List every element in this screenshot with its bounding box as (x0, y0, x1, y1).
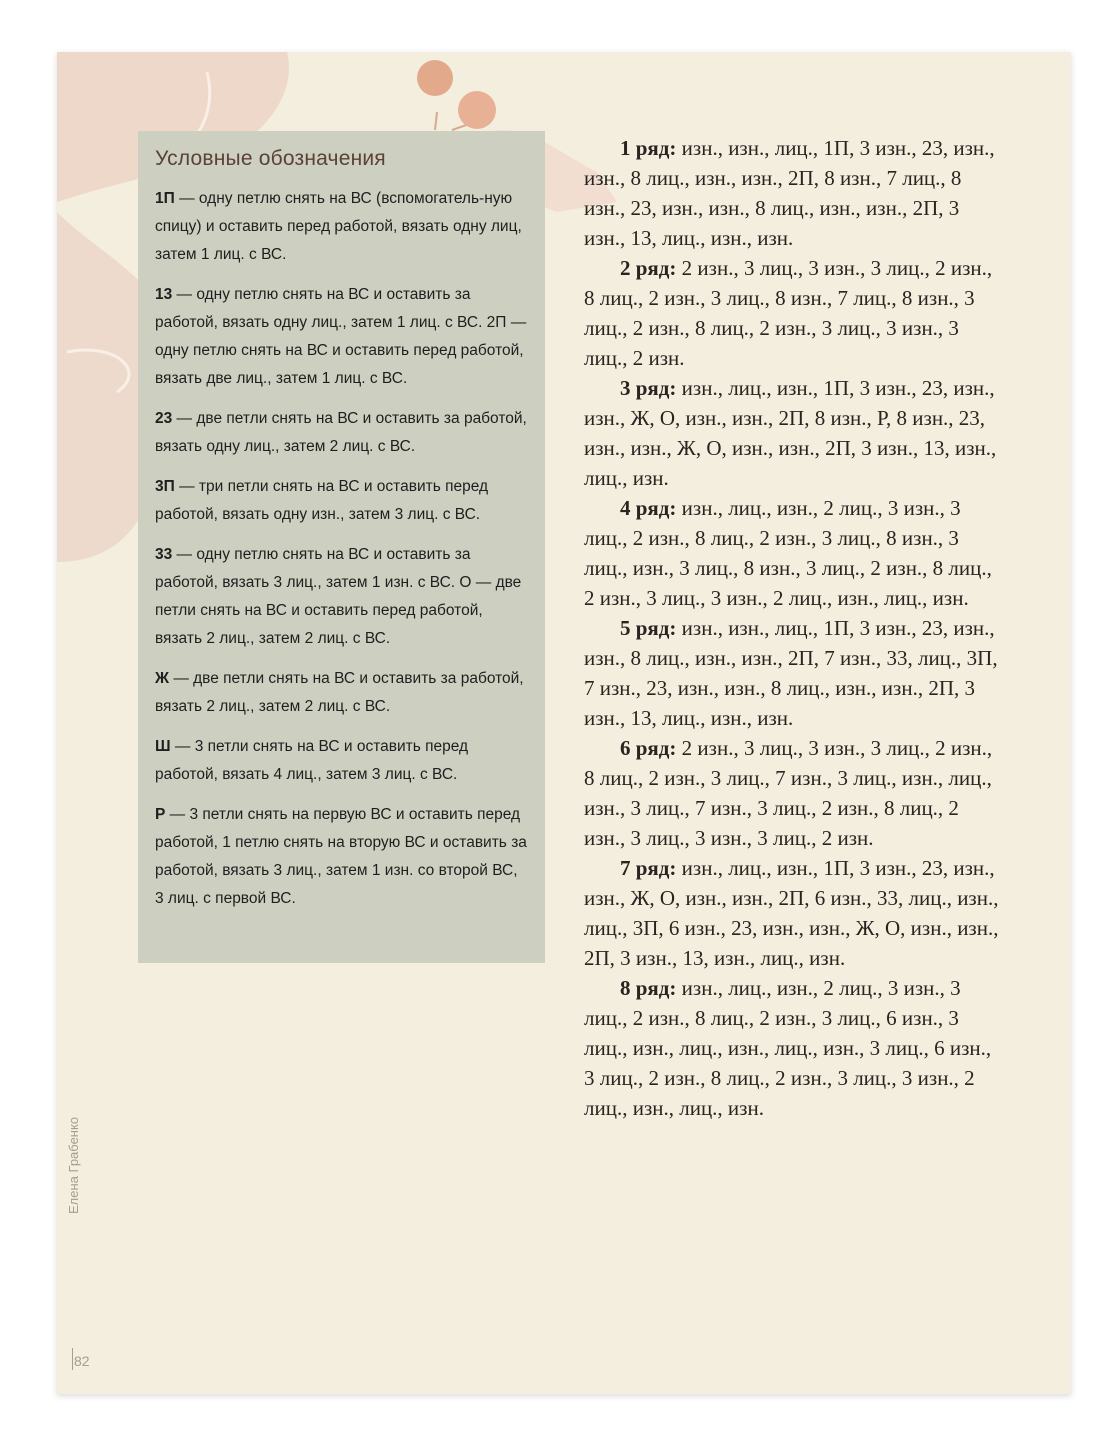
legend-text: — 3 петли снять на первую ВС и оставить перед работой, 1 петлю снять на вторую ВС и оставить за работой, вязать 3 лиц., затем 1 изн. со второй ВС, 3 лиц. с первой ВС. (155, 806, 527, 907)
legend-entry (155, 185, 527, 269)
legend-key: 1П (155, 190, 175, 207)
legend-key: Ж (155, 670, 170, 687)
legend-entry (155, 473, 527, 529)
legend-text: — одну петлю снять на ВС и оставить за работой, вязать 3 лиц., затем 1 изн. с ВС. О — две петли снять на ВС и оставить перед работой, вязать 2 лиц., затем 2 лиц. с ВС. (155, 546, 522, 647)
row-text: изн., изн., лиц., 1П, 3 изн., 23, изн., изн., 8 лиц., изн., изн., 2П, 7 изн., 33, лиц., 3П, 7 изн., 23, изн., изн., 8 лиц., изн., изн., 2П, 3 изн., 13, лиц., изн., изн. (584, 616, 998, 730)
row-label: 3 ряд: (620, 376, 677, 400)
row-text: 2 изн., 3 лиц., 3 изн., 3 лиц., 2 изн., 8 лиц., 2 изн., 3 лиц., 8 изн., 7 лиц., 8 изн., 3 лиц., 2 изн., 8 лиц., 2 изн., 3 лиц., 3 изн., 3 лиц., 2 изн. (584, 256, 993, 370)
row-label: 5 ряд: (620, 616, 677, 640)
row-text: 2 изн., 3 лиц., 3 изн., 3 лиц., 2 изн., 8 лиц., 2 изн., 3 лиц., 7 изн., 3 лиц., изн., лиц., изн., 3 лиц., 7 изн., 3 лиц., 2 изн., 8 лиц., 2 изн., 3 лиц., 3 изн., 3 лиц., 2 изн. (584, 736, 993, 850)
legend-key: 33 (155, 546, 173, 563)
legend-text: — одну петлю снять на ВС и оставить за работой, вязать одну лиц., затем 1 лиц. с ВС. 2П — одну петлю снять на ВС и оставить перед работой, вязать две лиц., затем 1 лиц. с ВС. (155, 286, 527, 387)
legend-entry (155, 281, 527, 393)
legend-entry (155, 665, 527, 721)
pattern-row (584, 253, 1004, 373)
footer-divider (72, 1348, 73, 1370)
pattern-rows (584, 133, 1004, 1123)
legend-entry (155, 405, 527, 461)
legend-text: — три петли снять на ВС и оставить перед работой, вязать одну изн., затем 3 лиц. с ВС. (155, 478, 489, 523)
legend-key: Р (155, 806, 166, 823)
legend-entry (155, 541, 527, 653)
pattern-row (584, 373, 1004, 493)
legend-text: — одну петлю снять на ВС (вспомогатель-ную спицу) и оставить перед работой, вязать одну лиц, затем 1 лиц. с ВС. (155, 190, 522, 263)
pattern-row (584, 493, 1004, 613)
pattern-row (584, 853, 1004, 973)
row-label: 8 ряд: (620, 976, 677, 1000)
pattern-row (584, 133, 1004, 253)
legend-text: — 3 петли снять на ВС и оставить перед работой, вязать 4 лиц., затем 3 лиц. с ВС. (155, 738, 469, 783)
row-label: 6 ряд: (620, 736, 677, 760)
pattern-row (584, 733, 1004, 853)
row-text: изн., лиц., изн., 2 лиц., 3 изн., 3 лиц., 2 изн., 8 лиц., 2 изн., 3 лиц., 6 изн., 3 лиц., изн., лиц., изн., лиц., изн., 3 лиц., 6 изн., 3 лиц., 2 изн., 8 лиц., 2 изн., 3 лиц., 3 изн., 2 лиц., изн., лиц., изн. (584, 976, 992, 1120)
legend-entry (155, 801, 527, 913)
row-text: изн., изн., лиц., 1П, 3 изн., 23, изн., изн., 8 лиц., изн., изн., 2П, 8 изн., 7 лиц., 8 изн., 23, изн., изн., 8 лиц., изн., изн., 2П, 3 изн., 13, лиц., изн., изн. (584, 136, 995, 250)
row-label: 1 ряд: (620, 136, 677, 160)
book-page (57, 52, 1071, 1394)
row-label: 2 ряд: (620, 256, 677, 280)
legend-key: 23 (155, 410, 173, 427)
legend-entry (155, 733, 527, 789)
pattern-row (584, 613, 1004, 733)
row-text: изн., лиц., изн., 1П, 3 изн., 23, изн., изн., Ж, О, изн., изн., 2П, 6 изн., 33, лиц., изн., лиц., 3П, 6 изн., 23, изн., изн., Ж, О, изн., изн., 2П, 3 изн., 13, изн., лиц., изн. (584, 856, 999, 970)
legend-text: — две петли снять на ВС и оставить за работой, вязать одну лиц., затем 2 лиц. с ВС. (155, 410, 527, 455)
row-text: изн., лиц., изн., 2 лиц., 3 изн., 3 лиц., 2 изн., 8 лиц., 2 изн., 3 лиц., 8 изн., 3 лиц., изн., 3 лиц., 8 изн., 3 лиц., 2 изн., 8 лиц., 2 изн., 3 лиц., 3 изн., 2 лиц., изн., лиц., изн. (584, 496, 992, 610)
legend-box (138, 131, 545, 963)
legend-title: Условные обозначения (155, 147, 386, 170)
legend-key: 13 (155, 286, 173, 303)
row-label: 4 ряд: (620, 496, 677, 520)
author-name: Елена Грабенко (66, 1116, 81, 1214)
page-number: 82 (74, 1353, 90, 1369)
pattern-row (584, 973, 1004, 1123)
legend-text: — две петли снять на ВС и оставить за работой, вязать 2 лиц., затем 2 лиц. с ВС. (155, 670, 524, 715)
legend-key: 3П (155, 478, 175, 495)
row-text: изн., лиц., изн., 1П, 3 изн., 23, изн., изн., Ж, О, изн., изн., 2П, 8 изн., Р, 8 изн., 23, изн., изн., Ж, О, изн., изн., 2П, 3 изн., 13, изн., лиц., изн. (584, 376, 997, 490)
row-label: 7 ряд: (620, 856, 677, 880)
legend-key: Ш (155, 738, 171, 755)
